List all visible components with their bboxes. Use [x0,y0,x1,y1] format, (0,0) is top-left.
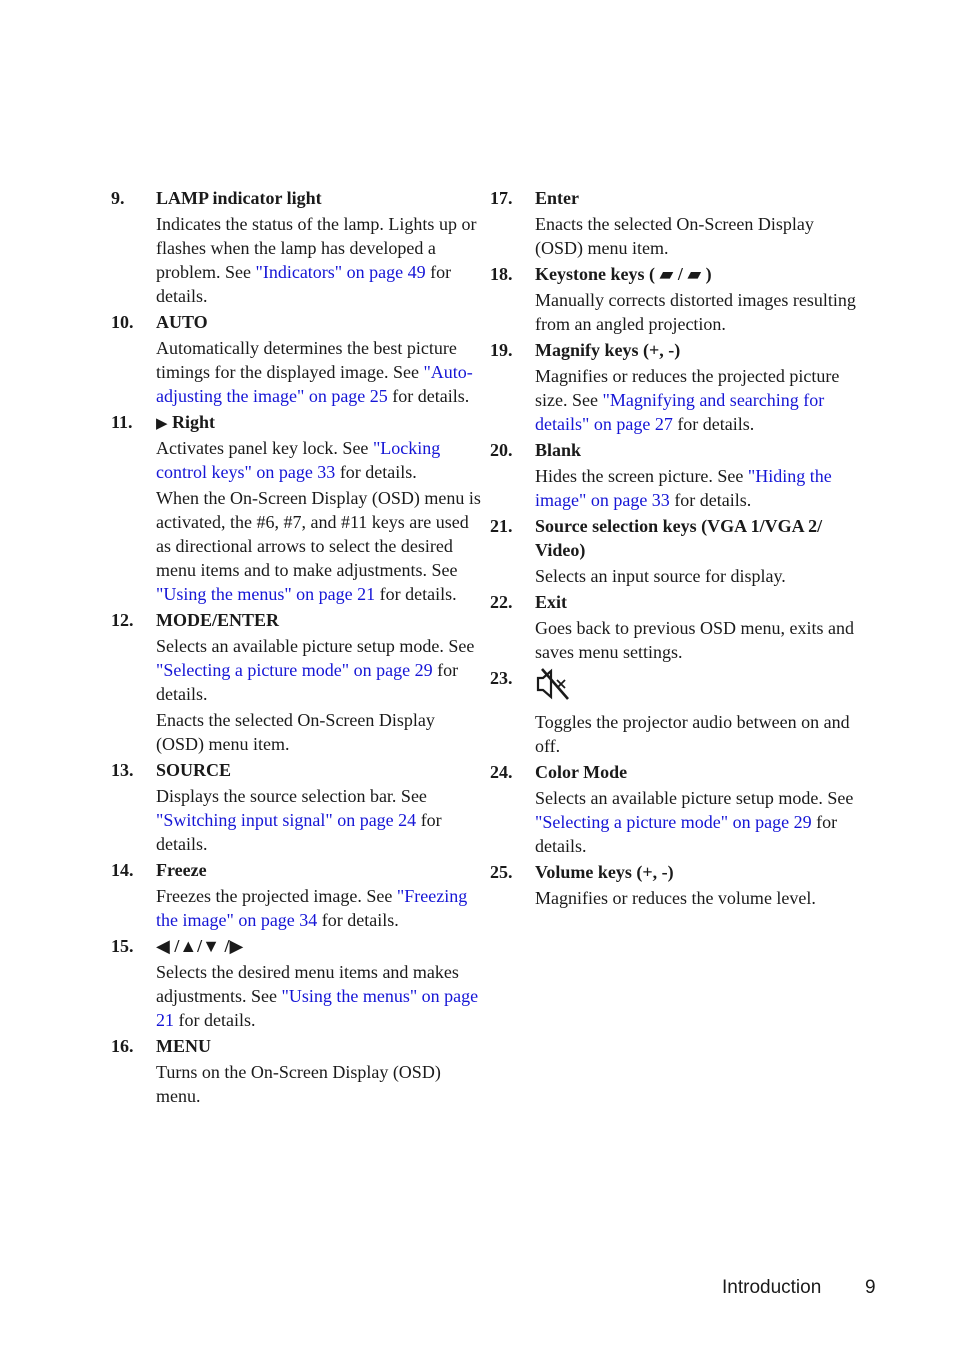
item-number: 20. [490,440,513,460]
list-item [490,262,860,336]
item-title-text: MENU [156,1036,211,1056]
description-text: for details. [375,584,457,604]
description-text: Selects an available picture setup mode. See [535,788,854,808]
item-number: 17. [490,188,513,208]
description-paragraph [156,486,483,606]
item-heading [490,262,860,286]
item-number: 15. [111,936,134,956]
description-paragraph [156,960,483,1032]
description-text: for details. [156,810,442,854]
item-title-text: MODE/ENTER [156,610,280,630]
item-number: 18. [490,264,513,284]
item-description [535,364,860,436]
footer-page-number: 9 [865,1277,876,1298]
item-number: 14. [111,860,134,880]
list-item [490,760,860,858]
description-text: Displays the source selection bar. See [156,786,427,806]
description-paragraph [156,784,483,856]
item-title-text: Source selection keys (VGA 1/VGA 2/ Video) [535,516,823,560]
description-paragraph [156,1060,483,1108]
cross-reference-link[interactable]: "Indicators" on page 49 [255,262,426,282]
item-title [156,758,231,782]
item-title [156,1034,211,1058]
item-heading [490,590,860,614]
item-title-text: Magnify keys (+, -) [535,340,681,360]
item-title-text: LAMP indicator light [156,188,322,208]
description-text: Magnifies or reduces the projected picture size. See [535,366,840,410]
item-title-text: Enter [535,188,579,208]
item-title-text: Exit [535,592,568,612]
description-paragraph [535,886,860,910]
item-number: 23. [490,668,513,688]
description-text: for details. [174,1010,256,1030]
item-description [156,436,483,606]
item-description [535,564,860,588]
description-text: Automatically determines the best picture timings for the displayed image. See [156,338,457,382]
item-description [156,884,483,932]
list-item [490,438,860,512]
item-title-text: Blank [535,440,582,460]
description-text: Selects an input source for display. [535,566,786,586]
item-description [535,288,860,336]
cross-reference-link[interactable]: "Locking control keys" on page 33 [156,438,441,482]
description-text: Indicates the status of the lamp. Lights up or flashes when the lamp has developed a problem. See [156,214,477,282]
list-item [111,608,483,756]
description-text: Freezes the projected image. See [156,886,397,906]
description-text: Magnifies or reduces the volume level. [535,888,816,908]
description-paragraph [535,616,860,664]
description-paragraph [535,786,860,858]
item-title-text: Keystone keys ( ▰ / ▰ ) [535,264,712,284]
item-description [535,464,860,512]
item-title [535,590,567,614]
description-paragraph [156,884,483,932]
item-number: 12. [111,610,134,630]
list-item [111,758,483,856]
list-item [490,186,860,260]
item-title-text: Freeze [156,860,207,880]
description-text: for details. [672,414,755,434]
description-paragraph [156,708,483,756]
description-paragraph [156,436,483,484]
item-description [535,212,860,260]
item-heading [490,186,860,210]
item-title [156,858,207,882]
item-title [535,262,712,286]
item-heading [490,760,860,784]
item-title [156,186,322,210]
item-number: 10. [111,312,134,332]
item-heading [490,338,860,362]
item-description [535,710,860,758]
item-title-text: AUTO [156,312,208,332]
item-description [535,886,860,910]
description-text: Selects an available picture setup mode. See [156,636,475,656]
cross-reference-link[interactable]: "Selecting a picture mode" on page 29 [535,812,812,832]
item-heading [111,310,483,334]
right-arrow-icon: ▶ [156,414,168,432]
description-paragraph [535,464,860,512]
description-text: Activates panel key lock. See [156,438,373,458]
cross-reference-link[interactable]: "Selecting a picture mode" on page 29 [156,660,433,680]
item-title-text: Right [172,412,216,432]
item-number: 24. [490,762,513,782]
item-description [535,616,860,664]
right-column [490,186,860,912]
description-text: When the On-Screen Display (OSD) menu is activated, the #6, #7, and #11 keys are used as directional arrows to select the desired menu items and to make adjustments. See [156,488,481,580]
item-number: 11. [111,412,133,432]
cross-reference-link[interactable]: "Using the menus" on page 21 [156,986,479,1030]
description-text: Toggles the projector audio between on and off. [535,712,850,756]
description-paragraph [535,288,860,336]
description-paragraph [535,710,860,758]
item-title [156,608,279,632]
description-text: for details. [387,386,470,406]
list-item [111,186,483,308]
cross-reference-link[interactable]: "Hiding the image" on page 33 [535,466,832,510]
item-heading [111,758,483,782]
description-text: Goes back to previous OSD menu, exits and saves menu settings. [535,618,854,662]
item-heading [111,410,483,434]
item-title [535,514,855,562]
item-description [156,960,483,1032]
list-item [111,1034,483,1108]
item-description [156,1060,483,1108]
item-heading [490,666,860,702]
item-title-text: Color Mode [535,762,628,782]
item-title-text: Volume keys (+, -) [535,862,674,882]
description-text: Manually corrects distorted images resulting from an angled projection. [535,290,856,334]
cross-reference-link[interactable]: "Using the menus" on page 21 [156,584,376,604]
description-text: for details. [317,910,399,930]
item-number: 25. [490,862,513,882]
cross-reference-link[interactable]: "Magnifying and searching for details" on page 27 [535,390,825,434]
item-heading [490,438,860,462]
item-number: 9. [111,188,125,208]
item-heading [111,934,483,958]
item-heading [111,186,483,210]
item-title [535,186,579,210]
description-text: for details. [535,812,838,856]
list-item [111,858,483,932]
item-title [156,934,243,958]
list-item [111,410,483,606]
item-title [535,338,680,362]
item-number: 21. [490,516,513,536]
description-paragraph [535,212,860,260]
description-text: for details. [156,660,459,704]
list-item [490,514,860,588]
list-item [490,666,860,758]
cross-reference-link[interactable]: "Auto-adjusting the image" on page 25 [156,362,473,406]
description-text: Hides the screen picture. See [535,466,748,486]
item-description [156,336,483,408]
description-paragraph [156,634,483,706]
item-description [156,784,483,856]
description-text: Enacts the selected On-Screen Display (OSD) menu item. [156,710,435,754]
item-number: 22. [490,592,513,612]
description-paragraph [156,336,483,408]
item-title-text: ◀ /▲/▼ /▶ [156,936,244,956]
item-heading [490,860,860,884]
description-text: Selects the desired menu items and makes adjustments. See [156,962,459,1006]
description-paragraph [535,564,860,588]
description-paragraph [535,364,860,436]
item-number: 13. [111,760,134,780]
list-item [490,860,860,910]
item-number: 19. [490,340,513,360]
list-item [111,310,483,408]
footer-section-title: Introduction [722,1277,822,1298]
item-heading [111,858,483,882]
item-title-text: SOURCE [156,760,232,780]
description-text: Enacts the selected On-Screen Display (OSD) menu item. [535,214,814,258]
list-item [111,934,483,1032]
item-title [156,410,215,435]
list-item [490,590,860,664]
item-title [156,310,208,334]
description-text: for details. [156,262,452,306]
item-description [156,212,483,308]
description-text: for details. [669,490,752,510]
cross-reference-link[interactable]: "Switching input signal" on page 24 [156,810,417,830]
description-text: Turns on the On-Screen Display (OSD) menu. [156,1062,441,1106]
item-number: 16. [111,1036,134,1056]
item-description [156,634,483,756]
mute-icon [535,666,571,702]
left-column [111,186,483,1110]
item-heading [111,608,483,632]
cross-reference-link[interactable]: "Freezing the image" on page 34 [156,886,468,930]
item-heading [111,1034,483,1058]
item-title [535,760,627,784]
item-description [535,786,860,858]
item-title [535,438,581,462]
item-title [535,860,674,884]
description-paragraph [156,212,483,308]
list-item [490,338,860,436]
description-text: for details. [335,462,417,482]
item-heading [490,514,860,562]
